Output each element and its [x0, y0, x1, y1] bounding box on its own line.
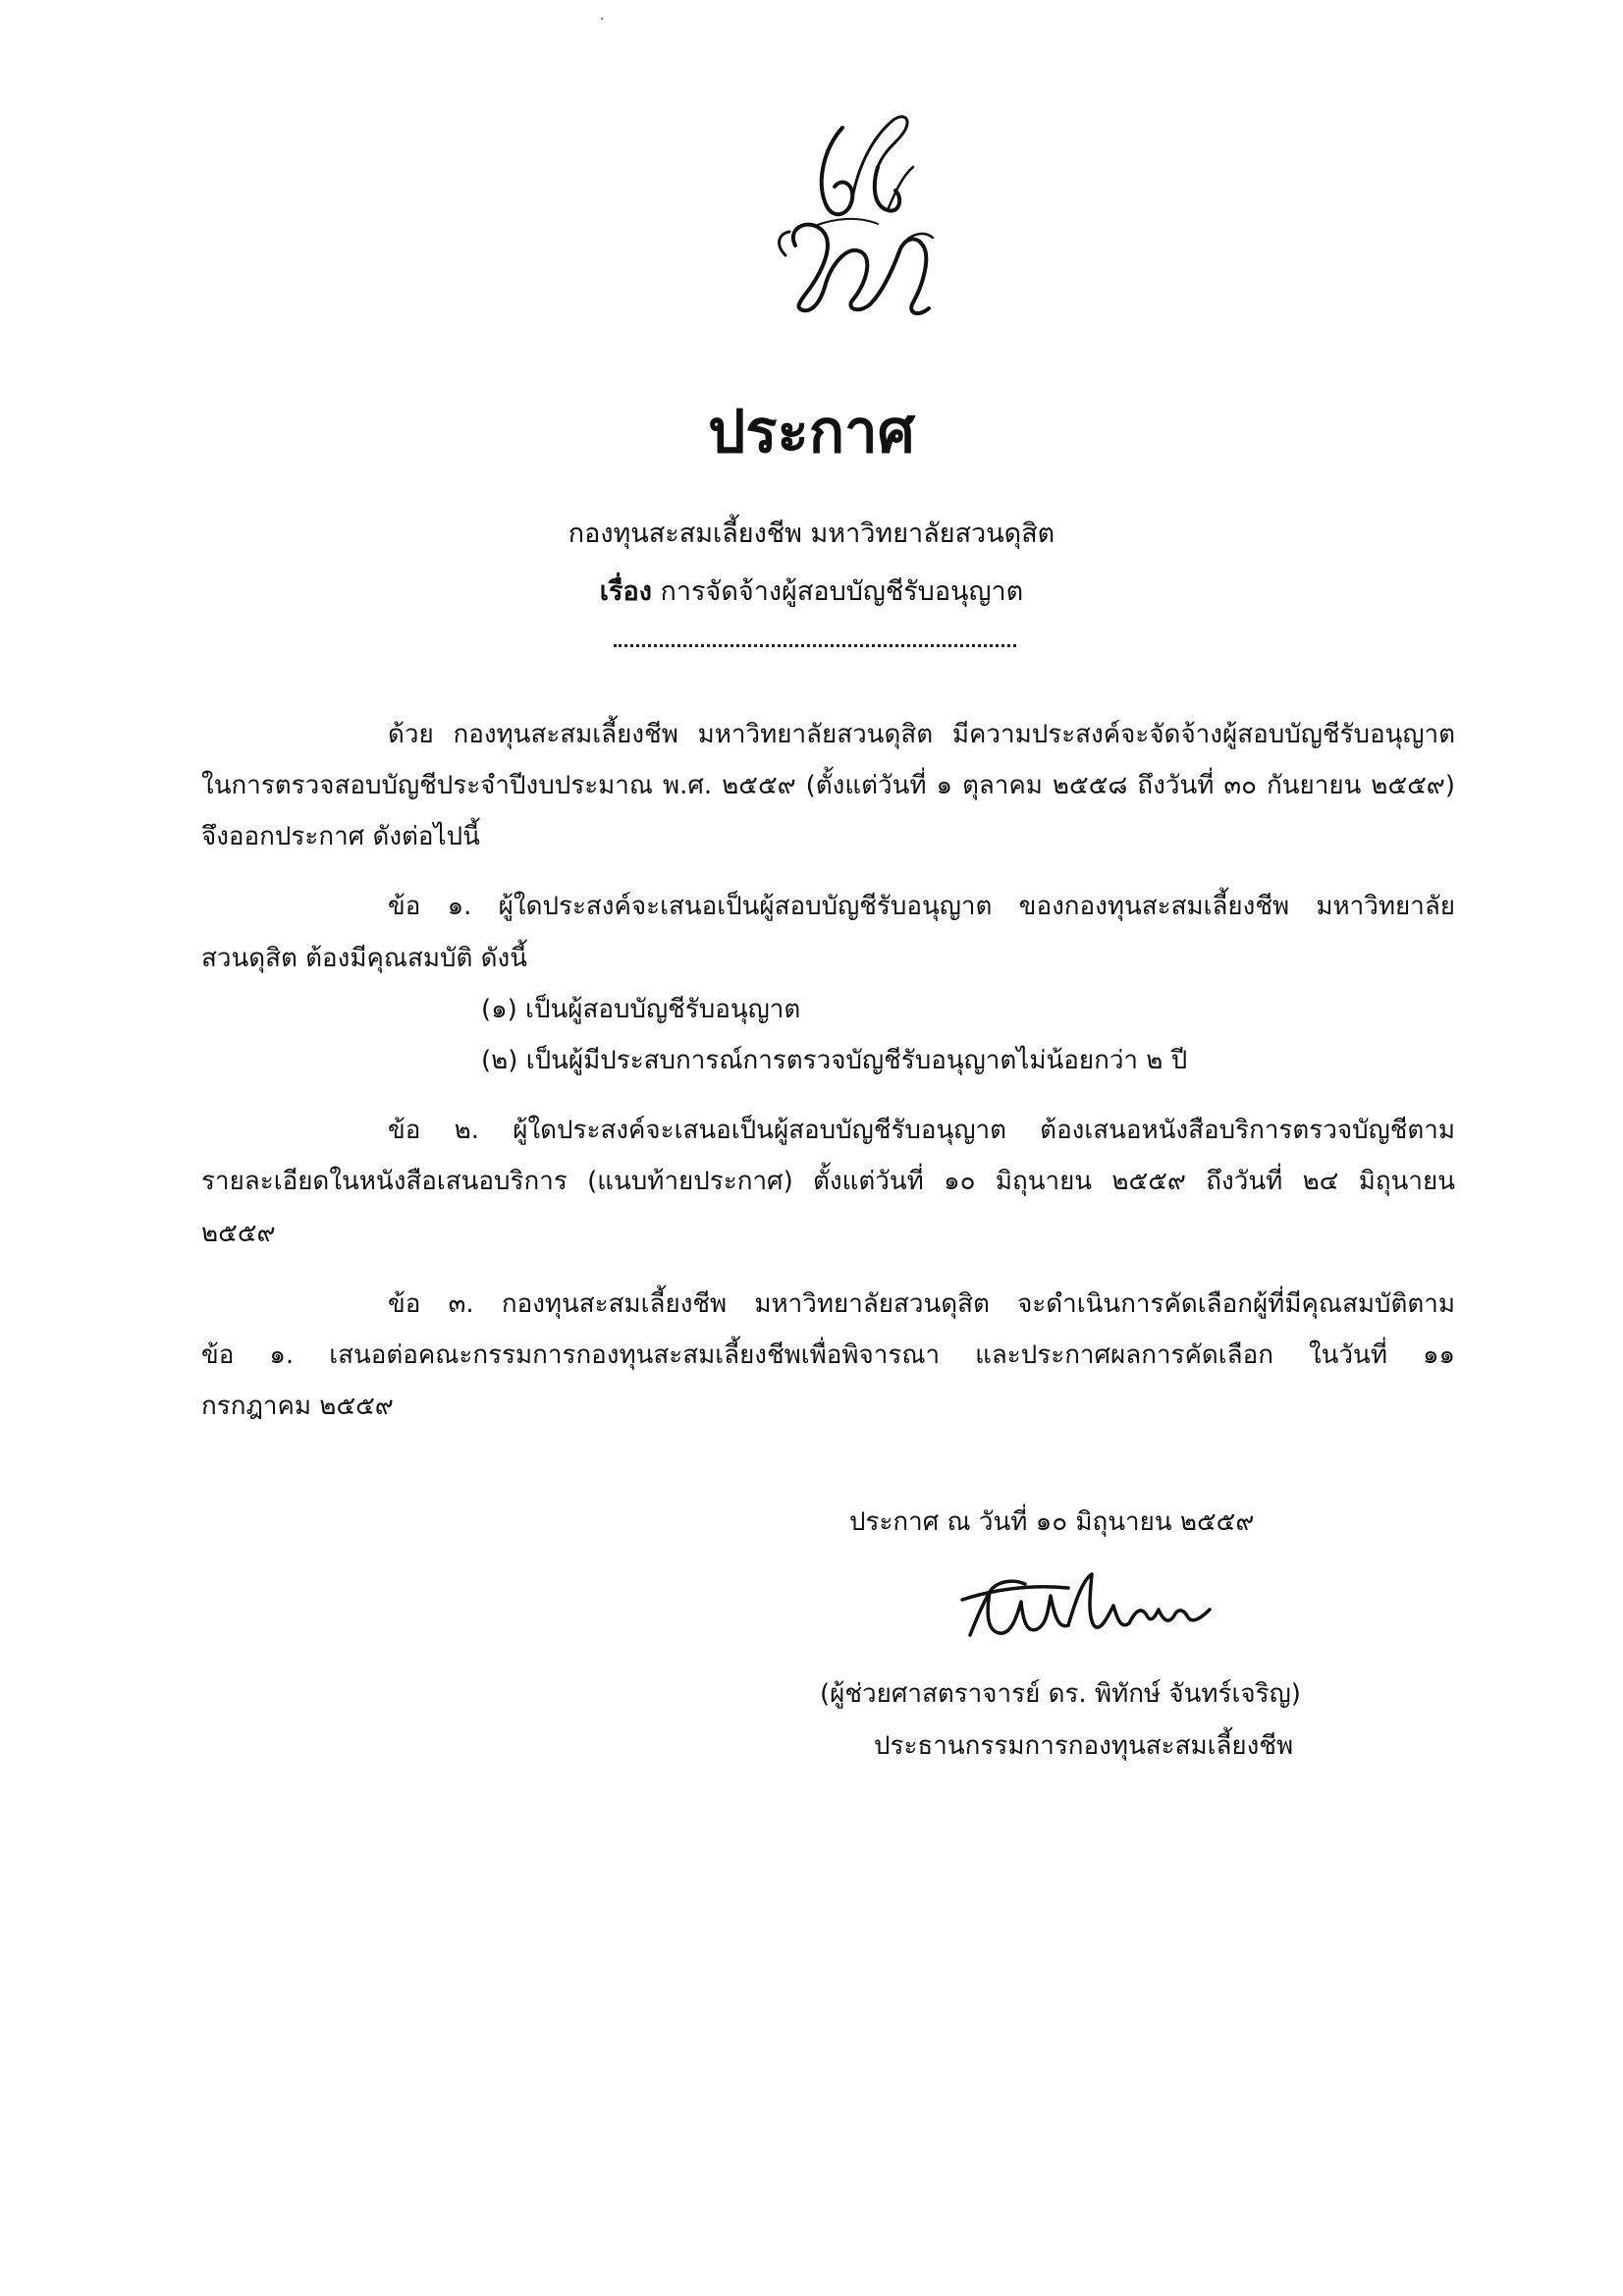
item1-line-2: สวนดุสิต ต้องมีคุณสมบัติ ดังนี้	[201, 944, 528, 973]
intro-line-3: จึงออกประกาศ ดังต่อไปนี้	[201, 822, 480, 851]
document-title: ประกาศ	[708, 398, 915, 466]
subject-label: เรื่อง	[599, 576, 652, 607]
item3-line-1: ข้อ ๓. กองทุนสะสมเลี้ยงชีพ มหาวิทยาลัยสวนดุสิต จะดำเนินการคัดเลือกผู้ที่มีคุณสมบัติตาม	[388, 1289, 1455, 1319]
scan-speck	[601, 18, 603, 20]
item3-line-3: กรกฎาคม ๒๕๕๙	[201, 1392, 394, 1421]
item1-subitem-2: (๒) เป็นผู้มีประสบการณ์การตรวจบัญชีรับอนุญาตไม่น้อยกว่า ๒ ปี	[481, 1046, 1188, 1075]
announcement-date: ประกาศ ณ วันที่ ๑๐ มิถุนายน ๒๕๕๙	[849, 1507, 1255, 1537]
signatory-name: (ผู้ช่วยศาสตราจารย์ ดร. พิทักษ์ จันทร์เจริญ)	[820, 1679, 1301, 1709]
item2-line-2: รายละเอียดในหนังสือเสนอบริการ (แนบท้ายประกาศ) ตั้งแต่วันที่ ๑๐ มิถุนายน ๒๕๕๙ ถึงวันที่ ๒๔ มิถุนายน	[201, 1167, 1455, 1196]
organization-name: กองทุนสะสมเลี้ยงชีพ มหาวิทยาลัยสวนดุสิต	[568, 519, 1055, 549]
signatory-position: ประธานกรรมการกองทุนสะสมเลี้ยงชีพ	[874, 1731, 1294, 1761]
item1-line-1: ข้อ ๑. ผู้ใดประสงค์จะเสนอเป็นผู้สอบบัญชีรับอนุญาต ของกองทุนสะสมเลี้ยงชีพ มหาวิทยาลัย	[388, 892, 1455, 921]
monogram-emblem-icon	[756, 108, 962, 319]
subject-text: การจัดจ้างผู้สอบบัญชีรับอนุญาต	[660, 576, 1024, 607]
item1-subitem-1: (๑) เป็นผู้สอบบัญชีรับอนุญาต	[481, 995, 801, 1024]
item2-line-1: ข้อ ๒. ผู้ใดประสงค์จะเสนอเป็นผู้สอบบัญชีรับอนุญาต ต้องเสนอหนังสือบริการตรวจบัญชีตาม	[388, 1116, 1455, 1145]
subject-line	[0, 573, 1623, 612]
dotted-divider	[614, 644, 1016, 647]
item2-line-3: ๒๕๕๙	[201, 1219, 276, 1248]
item3-line-2: ข้อ ๑. เสนอต่อคณะกรรมการกองทุนสะสมเลี้ยงชีพเพื่อพิจารณา และประกาศผลการคัดเลือก ในวันที่ ๑๑	[201, 1340, 1455, 1370]
intro-line-1: ด้วย กองทุนสะสมเลี้ยงชีพ มหาวิทยาลัยสวนดุสิต มีความประสงค์จะจัดจ้างผู้สอบบัญชีรับอนุญาต	[388, 720, 1455, 749]
intro-line-2: ในการตรวจสอบบัญชีประจำปีงบประมาณ พ.ศ. ๒๕๕๙ (ตั้งแต่วันที่ ๑ ตุลาคม ๒๕๕๘ ถึงวันที่ ๓๐ กันยายน ๒๕๕๙)	[201, 771, 1455, 800]
handwritten-signature	[952, 1566, 1227, 1650]
